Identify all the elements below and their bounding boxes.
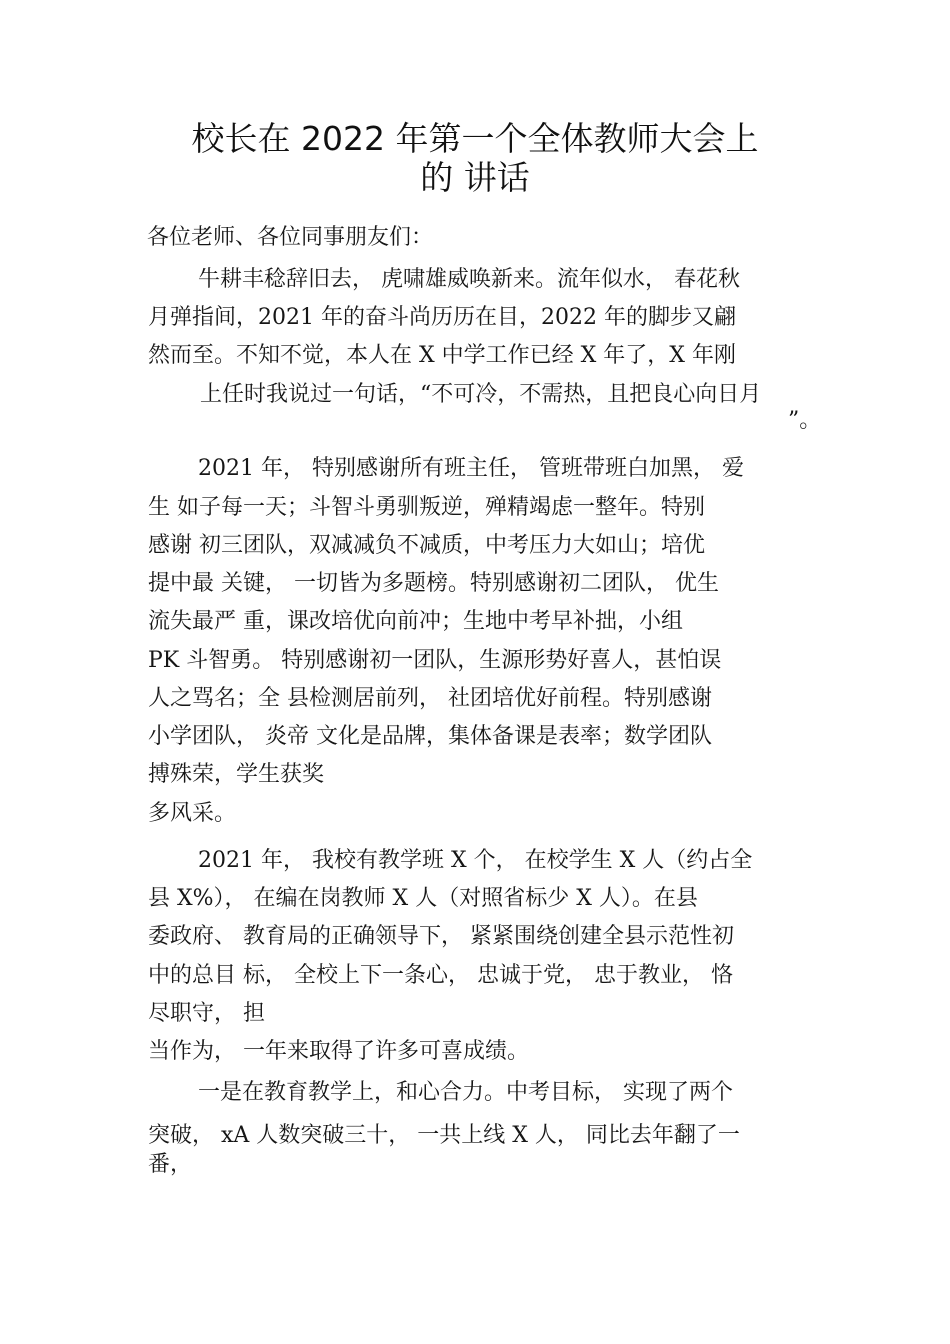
paragraph1-line-4: 上任时我说过一句话，“不可冷，不需热，且把良心向日月 [200, 382, 762, 407]
title-line-2: 的 讲话 [420, 158, 530, 197]
paragraph3-line-6: 当作为， 一年来取得了许多可喜成绩。 [148, 1039, 529, 1064]
paragraph2-line-4: 提中最 关键， 一切皆为多题榜。特别感谢初二团队， 优生 [148, 571, 719, 596]
paragraph2-line-2: 生 如子每一天；斗智斗勇驯叛逆，殚精竭虑一整年。特别 [148, 495, 705, 520]
paragraph2-line-10: 多风采。 [148, 801, 237, 826]
paragraph1-line-1: 牛耕丰稔辞旧去， 虎啸雄威唤新来。流年似水， 春花秋 [198, 267, 740, 292]
paragraph4-line-2: 突破， xA 人数突破三十， 一共上线 X 人， 同比去年翻了一 [148, 1123, 740, 1148]
paragraph4-line-1: 一是在教育教学上，和心合力。中考目标， 实现了两个 [198, 1080, 733, 1105]
paragraph1-line-5: ”。 [788, 408, 822, 433]
paragraph3-line-5: 尽职守， 担 [148, 1001, 265, 1026]
paragraph3-line-4: 中的总目 标， 全校上下一条心， 忠诚于党， 忠于教业， 恪 [148, 963, 733, 988]
paragraph2-line-3: 感谢 初三团队，双减减负不减质，中考压力大如山；培优 [148, 533, 705, 558]
paragraph2-line-9: 搏殊荣，学生获奖 [148, 762, 325, 787]
paragraph3-line-3: 委政府、 教育局的正确领导下， 紧紧围绕创建全县示范性初 [148, 924, 734, 949]
paragraph2-line-1: 2021 年， 特别感谢所有班主任， 管班带班白加黑， 爱 [198, 456, 744, 481]
paragraph3-line-2: 县 X%）， 在编在岗教师 X 人（对照省标少 X 人）。在县 [148, 886, 698, 911]
paragraph2-line-5: 流失最严 重，课改培优向前冲；生地中考早补拙，小组 [148, 609, 683, 634]
title-line-1: 校长在 2022 年第一个全体教师大会上 [191, 119, 759, 158]
paragraph2-line-8: 小学团队， 炎帝 文化是品牌，集体备课是表率；数学团队 [148, 724, 712, 749]
paragraph1-line-2: 月弹指间，2021 年的奋斗尚历历在目，2022 年的脚步又翩 [148, 305, 736, 330]
salutation: 各位老师、各位同事朋友们： [147, 225, 434, 250]
paragraph2-line-7: 人之骂名；全 县检测居前列， 社团培优好前程。特别感谢 [148, 686, 712, 711]
paragraph3-line-1: 2021 年， 我校有教学班 X 个， 在校学生 X 人（约占全 [198, 848, 753, 873]
paragraph1-line-3: 然而至。不知不觉，本人在 X 中学工作已经 X 年了，X 年刚 [148, 343, 736, 368]
paragraph2-line-6: PK 斗智勇。 特别感谢初一团队，生源形势好喜人，甚怕误 [148, 648, 722, 673]
paragraph4-line-3: 番， [148, 1152, 193, 1177]
